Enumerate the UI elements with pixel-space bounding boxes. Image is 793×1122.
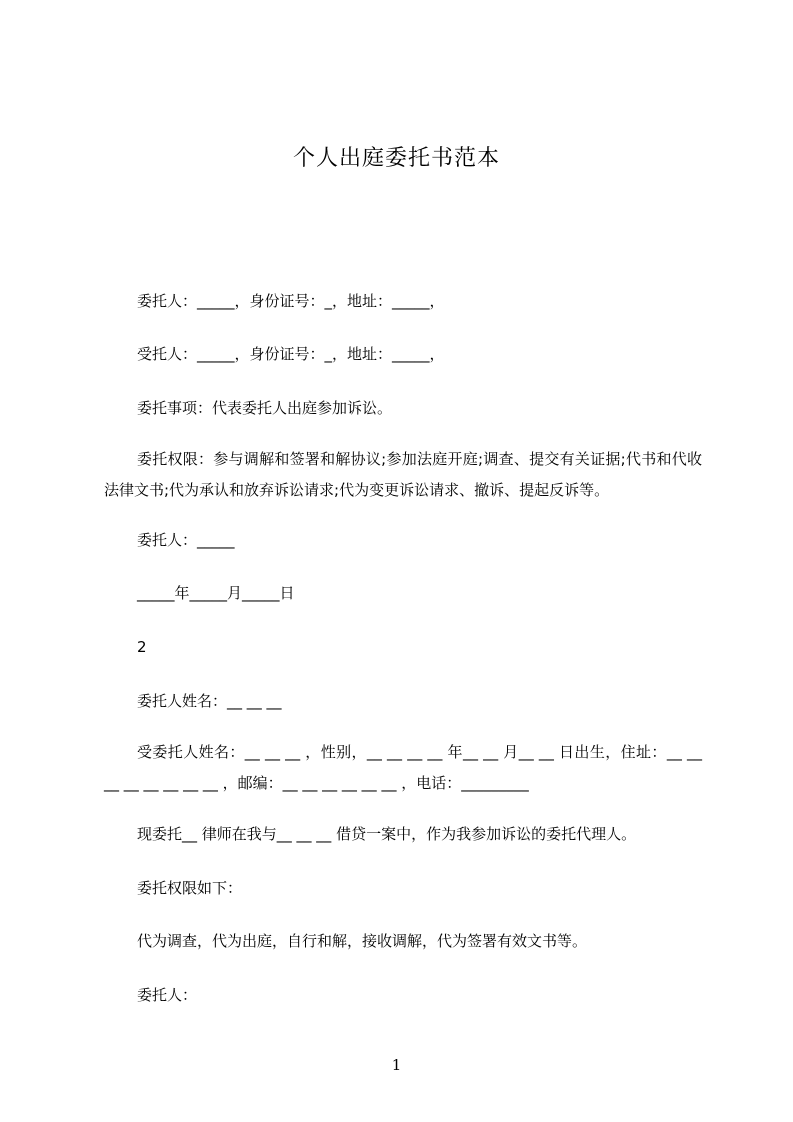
principal-name-line: 委托人姓名：__ __ __: [137, 692, 282, 710]
entrusted-matter-line: 委托事项：代表委托人出庭参加诉讼。: [137, 399, 393, 417]
authority-heading-line: 委托权限如下：: [137, 879, 243, 897]
page-number: 1: [391, 1056, 402, 1074]
principal-signature-line-2: 委托人：: [137, 986, 198, 1004]
authority-paragraph: 委托权限：参与调解和签署和解协议;参加法庭开庭;调查、提交有关证据;代书和代收法律文书;代为承认和放弃诉讼请求;代为变更诉讼请求、撤诉、提起反诉等。: [104, 450, 702, 499]
agent-info-line: 受托人：_____，身份证号：_，地址：_____，: [137, 345, 445, 363]
entrustment-line: 现委托__ 律师在我与__ __ __ 借贷一案中，作为我参加诉讼的委托代理人。: [137, 825, 637, 843]
principal-info-line: 委托人：_____，身份证号：_，地址：_____，: [137, 292, 445, 310]
agent-details-paragraph: 受委托人姓名：__ __ __ ，性别，__ __ __ __ 年__ __ 月__ __ 日出生，住址：__ __ __ __ __ __ __ __ ，邮编：__ __ __ __ __ __ ，电话：_________: [104, 743, 702, 792]
authority-items-line: 代为调查，代为出庭，自行和解，接收调解，代为签署有效文书等。: [137, 932, 588, 950]
document-title: 个人出庭委托书范本: [292, 146, 500, 171]
section-number: 2: [137, 638, 147, 656]
date-line: _____年_____月_____日: [137, 584, 295, 602]
principal-signature-line: 委托人：_____: [137, 531, 235, 549]
